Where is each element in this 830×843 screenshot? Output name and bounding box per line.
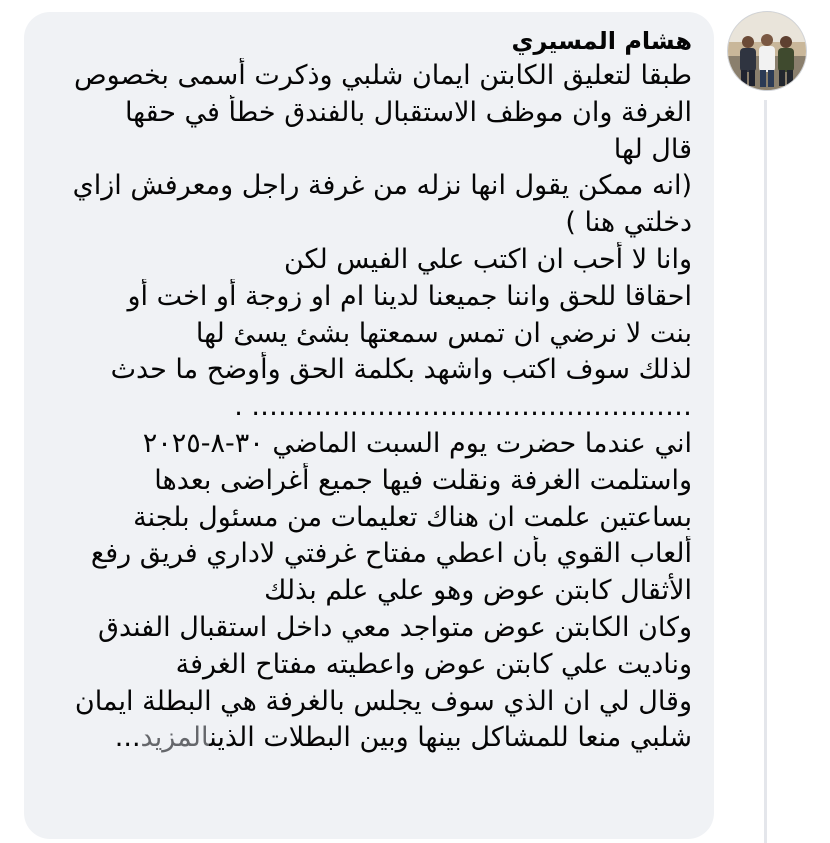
- comment-line: احقاقا للحق واننا جميعنا لدينا ام او زوجة أو اخت أو: [127, 280, 692, 312]
- comment-line: وكان الكابتن عوض متواجد معي داخل استقبال الفندق: [98, 611, 692, 643]
- comment-line: الغرفة وان موظف الاستقبال بالفندق خطأ في حقها: [124, 96, 692, 128]
- comment-line: واستلمت الغرفة ونقلت فيها جميع أغراضى بعدها: [154, 464, 692, 496]
- comment-divider-dots: …………………………………………. .: [234, 391, 692, 423]
- comment-line: ألعاب القوي بأن اعطي مفتاح غرفتي لاداري فريق رفع: [90, 538, 692, 570]
- comment-line: بنت لا نرضي ان تمس سمعتها بشئ يسئ لها: [195, 317, 692, 349]
- thread-connector-line: [764, 100, 767, 843]
- comment-line: لذلك سوف اكتب واشهد بكلمة الحق وأوضح ما حدث: [110, 354, 692, 386]
- comment-line: (انه ممكن يقول انها نزله من غرفة راجل ومعرفش ازاي: [72, 170, 692, 202]
- comment-body: [46, 58, 692, 757]
- comment-line: قال لها: [613, 133, 692, 165]
- comment-last-line: [46, 720, 692, 757]
- profile-photo-icon: [728, 12, 806, 90]
- comment-line: بساعتين علمت ان هناك تعليمات من مسئول بلجنة: [133, 501, 692, 533]
- comment-line-text: شلبي منعا للمشاكل بينها وبين البطلات الذين: [209, 722, 692, 754]
- comment-line: وقال لي ان الذي سوف يجلس بالغرفة هي البطلة ايمان: [74, 685, 692, 717]
- comment-line: الأثقال كابتن عوض وهو علي علم بذلك: [264, 575, 692, 607]
- comment-line: طبقا لتعليق الكابتن ايمان شلبي وذكرت أسمى بخصوص: [74, 60, 692, 91]
- comment-line: اني عندما حضرت يوم السبت الماضي ٣٠-٨-٢٠٢٥: [142, 427, 692, 459]
- comment-bubble: [24, 12, 714, 839]
- comment-line: دخلتي هنا ): [565, 207, 692, 239]
- see-more-link[interactable]: المزيد: [140, 722, 210, 754]
- avatar[interactable]: [727, 11, 807, 91]
- comment-line: وانا لا أحب ان اكتب علي الفيس لكن: [283, 243, 692, 275]
- comment-line: وناديت علي كابتن عوض واعطيته مفتاح الغرفة: [175, 648, 692, 680]
- ellipsis: ...: [114, 722, 141, 754]
- comment-author-name[interactable]: هشام المسيري: [511, 27, 692, 55]
